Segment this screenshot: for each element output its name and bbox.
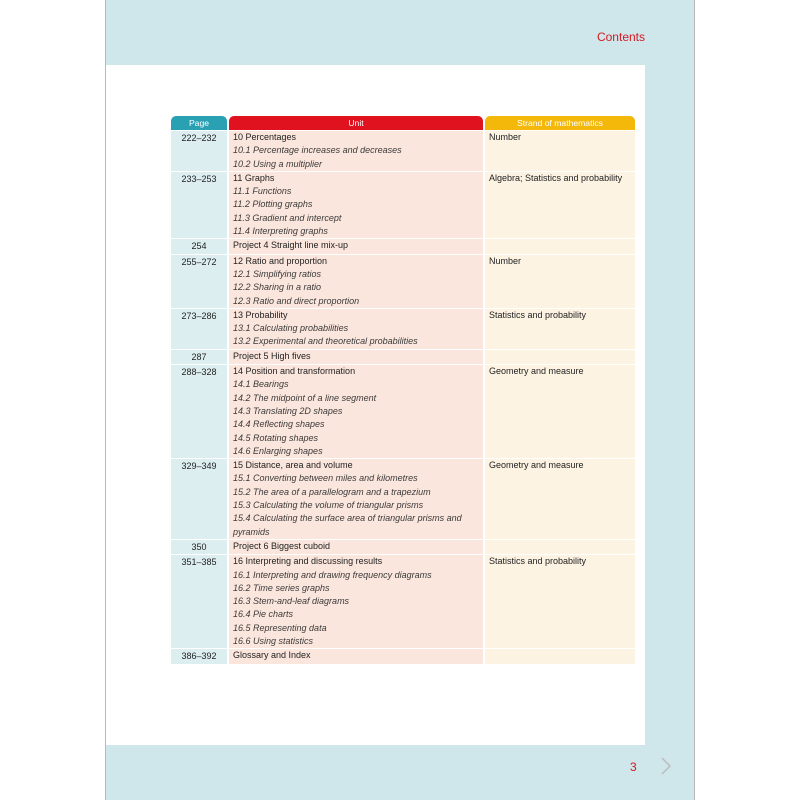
section-title: 14.6 Enlarging shapes — [233, 445, 323, 456]
table-row — [171, 458, 637, 539]
page-range: 288–328 — [171, 365, 227, 458]
unit-cell — [229, 540, 483, 554]
strand-cell: Statistics and probability — [485, 309, 635, 349]
section-title: 15.4 Calculating the surface area of triangular prisms and pyramids — [233, 513, 462, 537]
page-range: 287 — [171, 350, 227, 364]
unit-cell — [229, 350, 483, 364]
table-row — [171, 130, 637, 171]
strand-cell — [485, 540, 635, 554]
section-title: 12.2 Sharing in a ratio — [233, 282, 322, 293]
strand-cell — [485, 350, 635, 364]
section-title: 16.3 Stem-and-leaf diagrams — [233, 596, 350, 607]
section-title: 11.1 Functions — [233, 186, 292, 197]
section-title: 14.5 Rotating shapes — [233, 432, 319, 443]
unit-cell — [229, 255, 483, 308]
unit-title: 12 Ratio and proportion — [233, 255, 328, 266]
page-number: 3 — [630, 760, 637, 774]
section-title: 14.2 The midpoint of a line segment — [233, 392, 377, 403]
table-row — [171, 648, 637, 663]
section-title: 15.2 The area of a parallelogram and a trapezium — [233, 486, 431, 497]
section-title: 10.2 Using a multiplier — [233, 158, 323, 169]
page-range: 350 — [171, 540, 227, 554]
section-title: 14.4 Reflecting shapes — [233, 419, 325, 430]
section-title: 13.1 Calculating probabilities — [233, 323, 349, 334]
section-title: 11.3 Gradient and intercept — [233, 212, 342, 223]
unit-cell — [229, 172, 483, 238]
table-row — [171, 349, 637, 364]
header-unit: Unit — [229, 116, 483, 130]
section-title: 11.4 Interpreting graphs — [233, 226, 328, 237]
unit-title: 14 Position and transformation — [233, 366, 356, 377]
section-title: 12.1 Simplifying ratios — [233, 268, 322, 279]
strand-cell: Geometry and measure — [485, 459, 635, 539]
unit-title: Project 4 Straight line mix-up — [233, 240, 349, 251]
table-header — [171, 116, 637, 130]
unit-cell — [229, 555, 483, 648]
table-row — [171, 539, 637, 554]
strand-cell — [485, 649, 635, 663]
header-page: Page — [171, 116, 227, 130]
unit-title: 11 Graphs — [233, 172, 275, 183]
unit-cell — [229, 131, 483, 171]
strand-cell: Statistics and probability — [485, 555, 635, 648]
section-title: 14.1 Bearings — [233, 379, 289, 390]
page-range: 351–385 — [171, 555, 227, 648]
page-range: 255–272 — [171, 255, 227, 308]
page-range: 233–253 — [171, 172, 227, 238]
section-title: 16.6 Using statistics — [233, 635, 314, 646]
table-row — [171, 254, 637, 308]
table-row — [171, 238, 637, 253]
table-row — [171, 171, 637, 238]
unit-title: Glossary and Index — [233, 650, 311, 661]
header-strand: Strand of mathematics — [485, 116, 635, 130]
page-range: 329–349 — [171, 459, 227, 539]
strand-cell: Number — [485, 255, 635, 308]
strand-cell: Algebra; Statistics and probability — [485, 172, 635, 238]
section-title: 16.5 Representing data — [233, 622, 327, 633]
section-title: 14.3 Translating 2D shapes — [233, 405, 343, 416]
unit-title: 16 Interpreting and discussing results — [233, 556, 383, 567]
unit-cell — [229, 649, 483, 663]
contents-table — [171, 116, 637, 664]
section-title: 15.1 Converting between miles and kilometres — [233, 473, 418, 484]
unit-cell — [229, 365, 483, 458]
page-range: 386–392 — [171, 649, 227, 663]
page-range: 273–286 — [171, 309, 227, 349]
table-row — [171, 308, 637, 349]
section-title: 15.3 Calculating the volume of triangular prisms — [233, 500, 424, 511]
unit-title: 13 Probability — [233, 309, 288, 320]
table-row — [171, 554, 637, 648]
table-row — [171, 364, 637, 458]
section-title: 16.2 Time series graphs — [233, 582, 330, 593]
chevron-right-icon[interactable] — [657, 755, 675, 777]
content-panel — [105, 65, 645, 745]
strand-cell: Number — [485, 131, 635, 171]
unit-cell — [229, 459, 483, 539]
page-range: 222–232 — [171, 131, 227, 171]
unit-title: 15 Distance, area and volume — [233, 460, 353, 471]
strand-cell — [485, 239, 635, 253]
section-title: 10.1 Percentage increases and decreases — [233, 145, 402, 156]
page-title: Contents — [596, 30, 645, 44]
unit-title: Project 6 Biggest cuboid — [233, 540, 331, 551]
section-title: 16.1 Interpreting and drawing frequency diagrams — [233, 569, 432, 580]
page-range: 254 — [171, 239, 227, 253]
table-body — [171, 130, 637, 664]
unit-cell — [229, 309, 483, 349]
strand-cell: Geometry and measure — [485, 365, 635, 458]
section-title: 12.3 Ratio and direct proportion — [233, 295, 360, 306]
section-title: 13.2 Experimental and theoretical probabilities — [233, 336, 418, 347]
unit-title: 10 Percentages — [233, 132, 297, 142]
unit-title: Project 5 High fives — [233, 350, 311, 361]
section-title: 16.4 Pie charts — [233, 609, 294, 620]
unit-cell — [229, 239, 483, 253]
book-page — [105, 0, 695, 800]
section-title: 11.2 Plotting graphs — [233, 199, 313, 210]
